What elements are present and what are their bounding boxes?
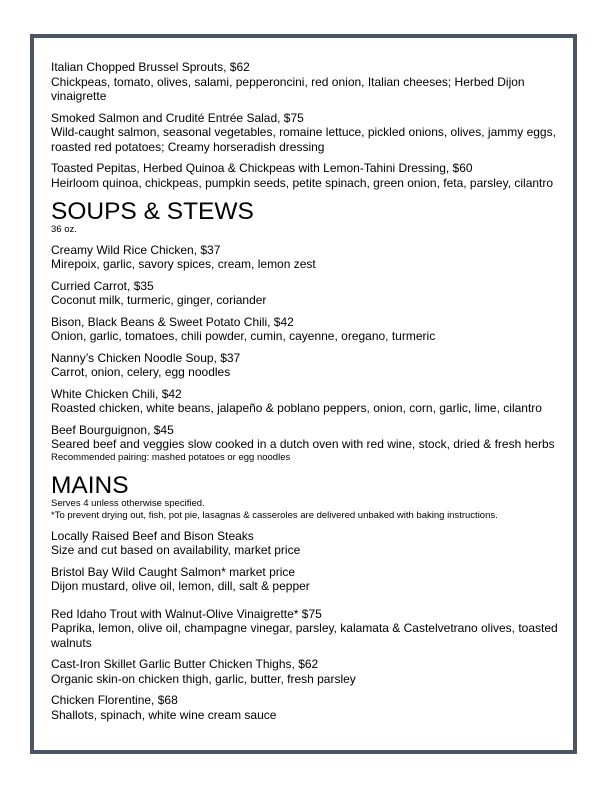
menu-item	[51, 693, 565, 722]
item-name: Bristol Bay Wild Caught Salmon* market price	[51, 564, 296, 579]
menu-item	[51, 315, 565, 344]
section-subtitles	[51, 498, 565, 522]
item-name: Cast-Iron Skillet Garlic Butter Chicken Thighs, $62	[51, 657, 319, 672]
item-description-line: Wild-caught salmon, seasonal vegetables, romaine lettuce, pickled onions, olives, jammy eggs,	[51, 125, 556, 139]
item-description-line: Mirepoix, garlic, savory spices, cream, lemon zest	[51, 257, 316, 272]
item-name: White Chicken Chili, $42	[51, 386, 182, 401]
section-subtitle: *To prevent drying out, fish, pot pie, lasagnas & casseroles are delivered unbaked with baking instructions.	[51, 509, 498, 521]
page-frame	[30, 34, 577, 754]
item-description-line: Shallots, spinach, white wine cream sauce	[51, 707, 277, 722]
item-note: Recommended pairing: mashed potatoes or egg noodles	[51, 451, 291, 463]
item-description-line: Chickpeas, tomato, olives, salami, pepperoncini, red onion, Italian cheeses; Herbed Dijon	[51, 74, 525, 89]
menu-item	[51, 423, 565, 464]
item-name: Bison, Black Beans & Sweet Potato Chili, $42	[51, 314, 294, 329]
menu-item	[51, 565, 565, 594]
menu-item	[51, 387, 565, 416]
menu-item	[51, 243, 565, 272]
menu-item	[51, 161, 565, 190]
item-name: Chicken Florentine, $68	[51, 693, 178, 708]
menu-content	[34, 38, 573, 722]
item-description-line: Seared beef and veggies slow cooked in a dutch oven with red wine, stock, dried & fresh herbs	[51, 437, 555, 452]
item-name: Italian Chopped Brussel Sprouts, $62	[51, 60, 250, 74]
item-description-line: Dijon mustard, olive oil, lemon, dill, salt & pepper	[51, 579, 310, 594]
section-subtitles	[51, 224, 565, 236]
item-name: Curried Carrot, $35	[51, 278, 154, 293]
menu-item	[51, 351, 565, 380]
menu-section	[51, 471, 565, 722]
menu-item	[51, 529, 565, 558]
item-description-line: walnuts	[51, 635, 92, 650]
item-description-line: Size and cut based on availability, market price	[51, 543, 301, 558]
item-name: Red Idaho Trout with Walnut-Olive Vinaigrette* $75	[51, 606, 322, 621]
section-subtitle: 36 oz.	[51, 224, 77, 235]
item-description-line: Organic skin-on chicken thigh, garlic, butter, fresh parsley	[51, 671, 356, 686]
item-description-line: vinaigrette	[51, 89, 107, 103]
item-description-line: Heirloom quinoa, chickpeas, pumpkin seeds, petite spinach, green onion, feta, parsley, cilantro	[51, 175, 554, 190]
item-name: Beef Bourguignon, $45	[51, 422, 174, 437]
item-description-line: roasted red potatoes; Creamy horseradish dressing	[51, 139, 325, 154]
item-name: Locally Raised Beef and Bison Steaks	[51, 528, 254, 543]
menu-item	[51, 111, 565, 155]
item-description-line: Carrot, onion, celery, egg noodles	[51, 365, 231, 380]
item-description-line: Paprika, lemon, olive oil, champagne vinegar, parsley, kalamata & Castelvetrano olives, toasted	[51, 621, 558, 636]
menu-section	[51, 200, 565, 464]
item-name: Nanny’s Chicken Noodle Soup, $37	[51, 350, 241, 365]
menu-section	[51, 60, 565, 190]
item-description-line: Coconut milk, turmeric, ginger, coriander	[51, 293, 267, 308]
menu-item	[51, 607, 565, 651]
menu-item	[51, 60, 565, 104]
section-heading: MAINS	[51, 471, 129, 499]
item-name: Smoked Salmon and Crudité Entrée Salad, $75	[51, 110, 304, 125]
item-description-line: Onion, garlic, tomatoes, chili powder, cumin, cayenne, oregano, turmeric	[51, 329, 436, 344]
item-name: Creamy Wild Rice Chicken, $37	[51, 242, 221, 257]
menu-item	[51, 657, 565, 686]
section-heading: SOUPS & STEWS	[51, 198, 254, 225]
item-name: Toasted Pepitas, Herbed Quinoa & Chickpeas with Lemon-Tahini Dressing, $60	[51, 161, 473, 175]
section-subtitle: Serves 4 unless otherwise specified.	[51, 497, 205, 509]
item-description-line: Roasted chicken, white beans, jalapeño & poblano peppers, onion, corn, garlic, lime, cilantro	[51, 401, 542, 416]
menu-item	[51, 279, 565, 308]
